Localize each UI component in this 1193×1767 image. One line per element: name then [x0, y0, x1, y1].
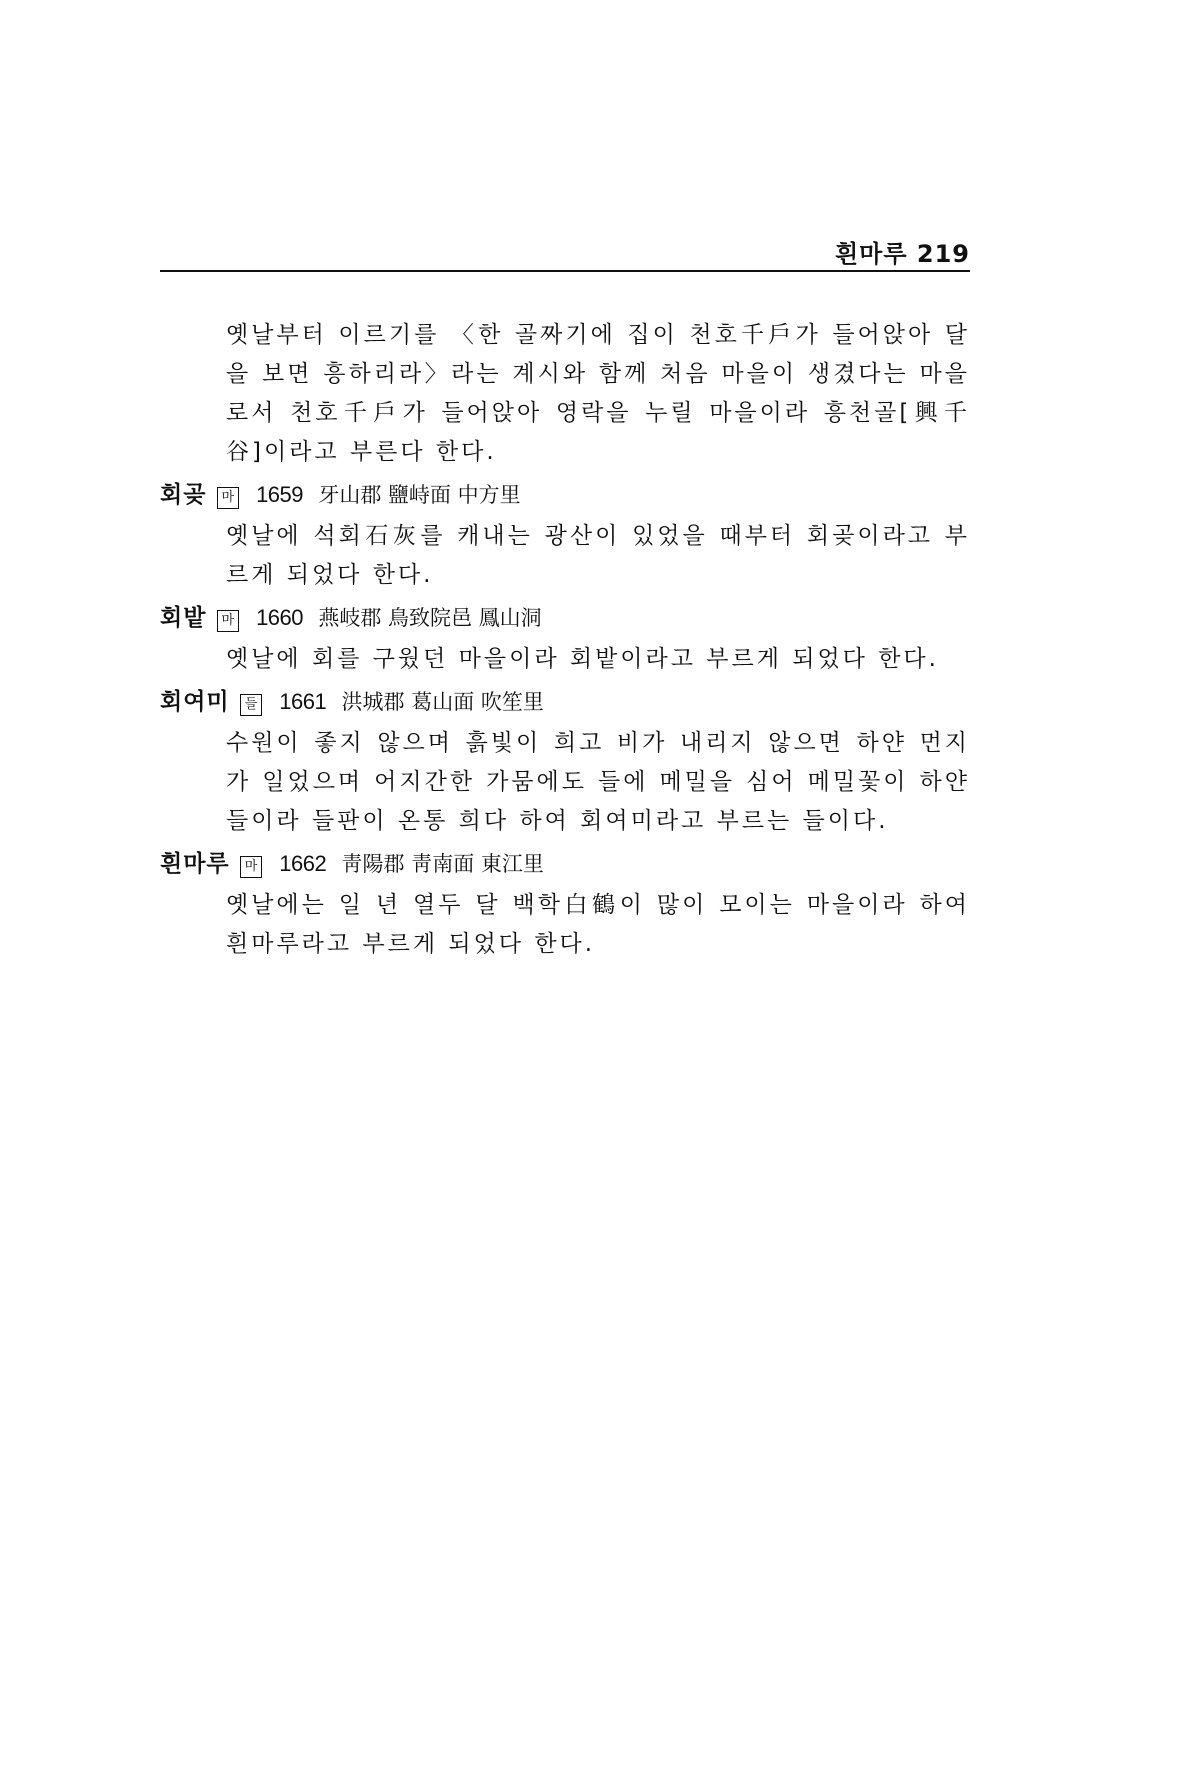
- entry-title: 회여미: [160, 689, 230, 715]
- entry-heading: [160, 598, 970, 638]
- entry-heading: [160, 475, 970, 515]
- entry-heading: [160, 844, 970, 884]
- entry-text: 옛날에는 일 년 열두 달 백학白鶴이 많이 모이는 마을이라 하여 흰마루라고 부르게 되었다 한다.: [226, 892, 970, 957]
- header-rule: [160, 270, 970, 272]
- entry-location: 靑陽郡 靑南面 東江里: [341, 852, 544, 876]
- entry-location: 燕岐郡 鳥致院邑 鳳山洞: [318, 606, 542, 630]
- category-badge: 마: [240, 856, 262, 878]
- entry-number: 1661: [279, 689, 327, 714]
- entry-text: 옛날에 회를 구웠던 마을이라 회밭이라고 부르게 되었다 한다.: [226, 646, 939, 672]
- entry: [160, 598, 970, 679]
- entry: [160, 682, 970, 841]
- entry: [160, 844, 970, 964]
- page-body: [160, 316, 970, 964]
- entry: [160, 475, 970, 595]
- entry-title: 회곶: [160, 482, 207, 508]
- entry-text: 옛날에 석회石灰를 캐내는 광산이 있었을 때부터 회곶이라고 부르게 되었다 한다.: [226, 523, 970, 588]
- entry-title: 회밭: [160, 605, 207, 631]
- entry-title: 흰마루: [160, 851, 230, 877]
- running-head: 흰마루 219: [834, 240, 970, 268]
- entry-location: 洪城郡 葛山面 吹笙里: [341, 690, 544, 714]
- category-badge: 마: [217, 487, 239, 509]
- entry-number: 1659: [256, 482, 304, 507]
- category-badge: 들: [240, 694, 262, 716]
- entry-number: 1662: [279, 851, 327, 876]
- entry-location: 牙山郡 鹽峙面 中方里: [318, 483, 521, 507]
- entry-number: 1660: [256, 605, 304, 630]
- intro-paragraph: 옛날부터 이르기를 〈한 골짜기에 집이 천호千戶가 들어앉아 달을 보면 흥하리라〉라는 계시와 함께 처음 마을이 생겼다는 마을로서 천호千戶가 들어앉아 영락을 누릴 마을이라 흥천골[興千谷]이라고 부른다 한다.: [226, 322, 970, 465]
- category-badge: 마: [217, 610, 239, 632]
- entry-text: 수원이 좋지 않으며 흙빛이 희고 비가 내리지 않으면 하얀 먼지가 일었으며 어지간한 가뭄에도 들에 메밀을 심어 메밀꽃이 하얀 들이라 들판이 온통 희다 하여 회여미라고 부르는 들이다.: [226, 730, 970, 834]
- entry-heading: [160, 682, 970, 722]
